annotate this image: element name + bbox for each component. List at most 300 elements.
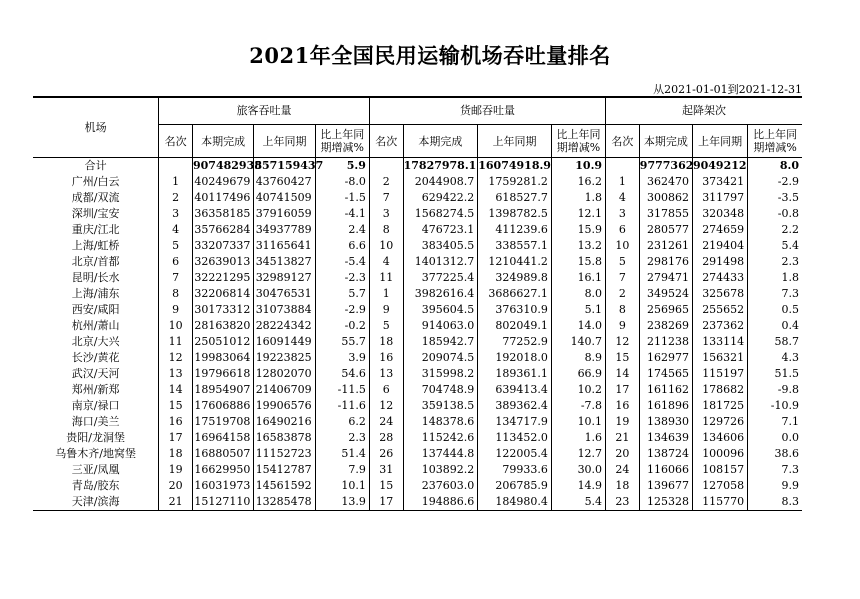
mov-growth: 2.2 — [748, 222, 802, 238]
cargo-rank: 15 — [369, 478, 403, 494]
airport-name: 北京/大兴 — [71, 335, 120, 348]
header-pax-growth: 比上年同期增减% — [315, 125, 369, 158]
cargo-last-year: 1210441.2 — [478, 254, 552, 270]
pax-rank: 16 — [159, 414, 193, 430]
cargo-growth: 1.6 — [551, 430, 605, 446]
cargo-rank: 3 — [369, 206, 403, 222]
mov-growth: -0.8 — [748, 206, 802, 222]
table-row — [33, 174, 802, 190]
mov-this-period: 211238 — [639, 334, 692, 350]
pax-last-year: 16490216 — [254, 414, 315, 430]
pax-this-period: 16629950 — [193, 462, 254, 478]
cargo-last-year: 1759281.2 — [478, 174, 552, 190]
pax-this-period: 16031973 — [193, 478, 254, 494]
pax-last-year: 15412787 — [254, 462, 315, 478]
pax-last-year: 14561592 — [254, 478, 315, 494]
total-mov: 9777362 — [639, 159, 694, 172]
mov-last-year: 320348 — [692, 206, 747, 222]
mov-last-year: 237362 — [692, 318, 747, 334]
pax-this-period: 19796618 — [193, 366, 254, 382]
pax-growth: 5.7 — [315, 286, 369, 302]
table-row — [33, 222, 802, 238]
airport-name: 天津/滨海 — [33, 494, 159, 511]
pax-last-year: 28224342 — [254, 318, 315, 334]
mov-growth: 58.7 — [748, 334, 802, 350]
airport-name: 广州/白云 — [71, 175, 120, 188]
mov-rank: 4 — [606, 190, 640, 206]
pax-last-year: 34513827 — [254, 254, 315, 270]
table-row — [33, 414, 802, 430]
header-cargo-growth: 比上年同期增减% — [551, 125, 605, 158]
cargo-this-period: 194886.6 — [403, 494, 478, 511]
mov-rank: 18 — [606, 478, 640, 494]
cargo-last-year: 411239.6 — [478, 222, 552, 238]
cargo-this-period: 629422.2 — [403, 190, 478, 206]
table-row — [33, 334, 802, 350]
mov-growth: 0.4 — [748, 318, 802, 334]
mov-this-period: 138724 — [639, 446, 692, 462]
mov-growth: -2.9 — [748, 174, 802, 190]
pax-rank: 12 — [159, 350, 193, 366]
total-label: 合计 — [84, 159, 107, 172]
mov-growth: 7.3 — [748, 462, 802, 478]
mov-growth: 0.0 — [748, 430, 802, 446]
pax-last-year: 31073884 — [254, 302, 315, 318]
mov-rank: 8 — [606, 302, 640, 318]
mov-this-period: 161162 — [639, 382, 692, 398]
table-row — [33, 286, 802, 302]
table-row — [33, 398, 802, 414]
header-mov-rank: 名次 — [606, 125, 640, 158]
pax-rank: 14 — [159, 382, 193, 398]
mov-rank: 1 — [606, 174, 640, 190]
cargo-rank: 24 — [369, 414, 403, 430]
pax-growth: -0.2 — [315, 318, 369, 334]
cargo-growth: 30.0 — [551, 462, 605, 478]
cargo-last-year: 79933.6 — [478, 462, 552, 478]
mov-this-period: 280577 — [639, 222, 692, 238]
header-pax-this-period: 本期完成 — [193, 125, 254, 158]
pax-growth: -2.9 — [315, 302, 369, 318]
pax-last-year: 30476531 — [254, 286, 315, 302]
pax-last-year: 16583878 — [254, 430, 315, 446]
mov-this-period: 134639 — [639, 430, 692, 446]
mov-this-period: 125328 — [639, 494, 692, 511]
total-mov-prev: 9049212 — [692, 159, 747, 172]
cargo-last-year: 77252.9 — [478, 334, 552, 350]
airport-name: 上海/虹桥 — [71, 239, 120, 252]
pax-growth: 54.6 — [315, 366, 369, 382]
pax-growth: -5.4 — [315, 254, 369, 270]
cargo-rank: 1 — [369, 286, 403, 302]
cargo-rank: 16 — [369, 350, 403, 366]
pax-last-year: 12802070 — [254, 366, 315, 382]
total-mov-growth: 8.0 — [748, 158, 802, 175]
mov-growth: 8.3 — [748, 494, 802, 511]
airport-name: 南京/禄口 — [71, 399, 120, 412]
cargo-growth: 15.9 — [551, 222, 605, 238]
mov-last-year: 134606 — [692, 430, 747, 446]
pax-growth: 2.3 — [315, 430, 369, 446]
mov-growth: 0.5 — [748, 302, 802, 318]
airport-name: 北京/首都 — [71, 255, 120, 268]
mov-this-period: 116066 — [639, 462, 692, 478]
header-cargo-rank: 名次 — [369, 125, 403, 158]
pax-this-period: 40249679 — [193, 174, 254, 190]
cargo-rank: 7 — [369, 190, 403, 206]
pax-growth: 7.9 — [315, 462, 369, 478]
airport-name: 杭州/萧山 — [71, 319, 120, 332]
mov-last-year: 325678 — [692, 286, 747, 302]
airport-name: 深圳/宝安 — [71, 207, 120, 220]
header-pax-last-year: 上年同期 — [254, 125, 315, 158]
pax-growth: -8.0 — [315, 174, 369, 190]
cargo-this-period: 315998.2 — [403, 366, 478, 382]
total-pax-prev: 857159437 — [254, 159, 324, 172]
airport-name: 郑州/新郑 — [71, 383, 120, 396]
cargo-rank: 17 — [369, 494, 403, 511]
mov-this-period: 317855 — [639, 206, 692, 222]
pax-growth: 6.6 — [315, 238, 369, 254]
mov-growth: 7.3 — [748, 286, 802, 302]
cargo-last-year: 389362.4 — [478, 398, 552, 414]
mov-growth: -10.9 — [748, 398, 802, 414]
header-mov-this-period: 本期完成 — [639, 125, 692, 158]
pax-last-year: 31165641 — [254, 238, 315, 254]
pax-rank: 20 — [159, 478, 193, 494]
pax-this-period: 32221295 — [193, 270, 254, 286]
mov-rank: 5 — [606, 254, 640, 270]
pax-this-period: 16964158 — [193, 430, 254, 446]
mov-rank: 9 — [606, 318, 640, 334]
airport-name: 西安/咸阳 — [71, 303, 120, 316]
airport-name: 海口/美兰 — [71, 415, 120, 428]
cargo-this-period: 209074.5 — [403, 350, 478, 366]
cargo-rank: 5 — [369, 318, 403, 334]
cargo-growth: 5.4 — [551, 494, 605, 511]
mov-last-year: 156321 — [692, 350, 747, 366]
mov-last-year: 127058 — [692, 478, 747, 494]
pax-growth: 6.2 — [315, 414, 369, 430]
pax-rank: 21 — [159, 494, 193, 511]
total-pax: 907482935 — [193, 159, 262, 172]
cargo-last-year: 3686627.1 — [478, 286, 552, 302]
pax-rank: 6 — [159, 254, 193, 270]
airport-name: 成都/双流 — [71, 191, 120, 204]
pax-last-year: 11152723 — [254, 446, 315, 462]
pax-rank: 7 — [159, 270, 193, 286]
airport-name: 青岛/胶东 — [71, 479, 120, 492]
date-range: 从2021-01-01到2021-12-31 — [653, 83, 802, 96]
pax-growth: -1.5 — [315, 190, 369, 206]
cargo-this-period: 148378.6 — [403, 414, 478, 430]
mov-rank: 24 — [606, 462, 640, 478]
cargo-growth: 14.9 — [551, 478, 605, 494]
cargo-rank: 10 — [369, 238, 403, 254]
header-movements-group: 起降架次 — [606, 97, 802, 125]
cargo-this-period: 377225.4 — [403, 270, 478, 286]
pax-this-period: 36358185 — [193, 206, 254, 222]
cargo-this-period: 115242.6 — [403, 430, 478, 446]
airport-name: 武汉/天河 — [71, 367, 120, 380]
cargo-this-period: 1401312.7 — [403, 254, 478, 270]
table-row — [33, 350, 802, 366]
cargo-growth: 8.0 — [551, 286, 605, 302]
mov-last-year: 115197 — [692, 366, 747, 382]
airport-name: 乌鲁木齐/地窝堡 — [55, 447, 136, 460]
pax-rank: 1 — [159, 174, 193, 190]
mov-last-year: 311797 — [692, 190, 747, 206]
cargo-growth: 10.1 — [551, 414, 605, 430]
pax-this-period: 32639013 — [193, 254, 254, 270]
mov-rank: 17 — [606, 382, 640, 398]
mov-this-period: 362470 — [639, 174, 692, 190]
pax-last-year: 19906576 — [254, 398, 315, 414]
cargo-last-year: 184980.4 — [478, 494, 552, 511]
pax-this-period: 17606886 — [193, 398, 254, 414]
cargo-rank: 9 — [369, 302, 403, 318]
cargo-last-year: 134717.9 — [478, 414, 552, 430]
mov-last-year: 274659 — [692, 222, 747, 238]
cargo-rank: 13 — [369, 366, 403, 382]
pax-growth: -2.3 — [315, 270, 369, 286]
header-mov-last-year: 上年同期 — [692, 125, 747, 158]
pax-growth: 10.1 — [315, 478, 369, 494]
mov-rank: 19 — [606, 414, 640, 430]
mov-rank: 12 — [606, 334, 640, 350]
header-mov-growth: 比上年同期增减% — [748, 125, 802, 158]
airport-name: 昆明/长水 — [71, 271, 120, 284]
pax-this-period: 28163820 — [193, 318, 254, 334]
pax-rank: 11 — [159, 334, 193, 350]
cargo-rank: 18 — [369, 334, 403, 350]
mov-rank: 21 — [606, 430, 640, 446]
mov-last-year: 115770 — [692, 494, 747, 511]
cargo-rank: 31 — [369, 462, 403, 478]
pax-growth: 2.4 — [315, 222, 369, 238]
cargo-last-year: 206785.9 — [478, 478, 552, 494]
cargo-growth: 12.1 — [551, 206, 605, 222]
mov-last-year: 219404 — [692, 238, 747, 254]
pax-rank: 2 — [159, 190, 193, 206]
pax-growth: 13.9 — [315, 494, 369, 511]
mov-this-period: 161896 — [639, 398, 692, 414]
table-row — [33, 270, 802, 286]
cargo-this-period: 359138.5 — [403, 398, 478, 414]
cargo-rank: 28 — [369, 430, 403, 446]
pax-this-period: 18954907 — [193, 382, 254, 398]
cargo-rank: 26 — [369, 446, 403, 462]
pax-this-period: 19983064 — [193, 350, 254, 366]
mov-growth: 2.3 — [748, 254, 802, 270]
pax-last-year: 21406709 — [254, 382, 315, 398]
mov-last-year: 133114 — [692, 334, 747, 350]
pax-rank: 4 — [159, 222, 193, 238]
table-row — [33, 462, 802, 478]
table-row — [33, 446, 802, 462]
table-row — [33, 366, 802, 382]
pax-rank: 18 — [159, 446, 193, 462]
mov-this-period: 298176 — [639, 254, 692, 270]
header-airport: 机场 — [33, 97, 159, 158]
pax-rank: 17 — [159, 430, 193, 446]
header-cargo-this-period: 本期完成 — [403, 125, 478, 158]
cargo-last-year: 802049.1 — [478, 318, 552, 334]
cargo-rank: 8 — [369, 222, 403, 238]
cargo-growth: 10.2 — [551, 382, 605, 398]
cargo-this-period: 185942.7 — [403, 334, 478, 350]
cargo-last-year: 192018.0 — [478, 350, 552, 366]
airport-name: 重庆/江北 — [71, 223, 120, 236]
mov-growth: 38.6 — [748, 446, 802, 462]
pax-last-year: 13285478 — [254, 494, 315, 511]
cargo-this-period: 103892.2 — [403, 462, 478, 478]
mov-this-period: 279471 — [639, 270, 692, 286]
cargo-growth: 15.8 — [551, 254, 605, 270]
pax-last-year: 19223825 — [254, 350, 315, 366]
mov-growth: 7.1 — [748, 414, 802, 430]
cargo-rank: 12 — [369, 398, 403, 414]
pax-this-period: 15127110 — [193, 494, 254, 511]
mov-last-year: 274433 — [692, 270, 747, 286]
airport-ranking-table — [33, 96, 802, 511]
pax-this-period: 16880507 — [193, 446, 254, 462]
pax-this-period: 30173312 — [193, 302, 254, 318]
pax-growth: -11.5 — [315, 382, 369, 398]
mov-growth: -3.5 — [748, 190, 802, 206]
mov-growth: -9.8 — [748, 382, 802, 398]
total-row — [33, 158, 802, 175]
mov-rank: 2 — [606, 286, 640, 302]
pax-rank: 3 — [159, 206, 193, 222]
pax-rank: 15 — [159, 398, 193, 414]
cargo-this-period: 383405.5 — [403, 238, 478, 254]
mov-growth: 9.9 — [748, 478, 802, 494]
cargo-last-year: 639413.4 — [478, 382, 552, 398]
cargo-this-period: 2044908.7 — [403, 174, 478, 190]
pax-rank: 8 — [159, 286, 193, 302]
mov-this-period: 238269 — [639, 318, 692, 334]
pax-growth: 51.4 — [315, 446, 369, 462]
table-row — [33, 254, 802, 270]
table-row — [33, 318, 802, 334]
cargo-growth: 16.2 — [551, 174, 605, 190]
table-row — [33, 302, 802, 318]
mov-growth: 5.4 — [748, 238, 802, 254]
mov-this-period: 162977 — [639, 350, 692, 366]
pax-rank: 19 — [159, 462, 193, 478]
cargo-this-period: 3982616.4 — [403, 286, 478, 302]
cargo-last-year: 324989.8 — [478, 270, 552, 286]
table-row — [33, 382, 802, 398]
cargo-last-year: 338557.1 — [478, 238, 552, 254]
pax-growth: -4.1 — [315, 206, 369, 222]
cargo-growth: 8.9 — [551, 350, 605, 366]
mov-rank: 14 — [606, 366, 640, 382]
mov-rank: 15 — [606, 350, 640, 366]
airport-name: 贵阳/龙洞堡 — [66, 431, 125, 444]
mov-this-period: 300862 — [639, 190, 692, 206]
mov-last-year: 178682 — [692, 382, 747, 398]
cargo-growth: -7.8 — [551, 398, 605, 414]
mov-this-period: 138930 — [639, 414, 692, 430]
mov-rank: 10 — [606, 238, 640, 254]
pax-this-period: 40117496 — [193, 190, 254, 206]
mov-this-period: 349524 — [639, 286, 692, 302]
cargo-this-period: 704748.9 — [403, 382, 478, 398]
cargo-growth: 14.0 — [551, 318, 605, 334]
pax-last-year: 34937789 — [254, 222, 315, 238]
pax-rank: 9 — [159, 302, 193, 318]
cargo-last-year: 122005.4 — [478, 446, 552, 462]
pax-this-period: 25051012 — [193, 334, 254, 350]
mov-growth: 4.3 — [748, 350, 802, 366]
cargo-rank: 4 — [369, 254, 403, 270]
cargo-growth: 12.7 — [551, 446, 605, 462]
table-row — [33, 206, 802, 222]
pax-growth: -11.6 — [315, 398, 369, 414]
cargo-last-year: 376310.9 — [478, 302, 552, 318]
pax-growth: 3.9 — [315, 350, 369, 366]
mov-this-period: 231261 — [639, 238, 692, 254]
page-title: 2021年全国民用运输机场吞吐量排名 — [249, 43, 611, 68]
pax-last-year: 43760427 — [254, 174, 315, 190]
mov-last-year: 108157 — [692, 462, 747, 478]
pax-growth: 55.7 — [315, 334, 369, 350]
airport-name: 三亚/凤凰 — [71, 463, 120, 476]
pax-this-period: 17519708 — [193, 414, 254, 430]
cargo-this-period: 476723.1 — [403, 222, 478, 238]
header-pax-rank: 名次 — [159, 125, 193, 158]
pax-last-year: 37916059 — [254, 206, 315, 222]
mov-last-year: 373421 — [692, 174, 747, 190]
mov-rank: 20 — [606, 446, 640, 462]
mov-last-year: 291498 — [692, 254, 747, 270]
pax-last-year: 16091449 — [254, 334, 315, 350]
cargo-growth: 5.1 — [551, 302, 605, 318]
mov-last-year: 181725 — [692, 398, 747, 414]
mov-rank: 16 — [606, 398, 640, 414]
cargo-growth: 140.7 — [551, 334, 605, 350]
cargo-growth: 1.8 — [551, 190, 605, 206]
cargo-last-year: 618527.7 — [478, 190, 552, 206]
total-cargo-growth: 10.9 — [551, 158, 605, 175]
airport-name: 上海/浦东 — [71, 287, 120, 300]
cargo-last-year: 113452.0 — [478, 430, 552, 446]
cargo-last-year: 1398782.5 — [478, 206, 552, 222]
mov-rank: 7 — [606, 270, 640, 286]
cargo-this-period: 395604.5 — [403, 302, 478, 318]
table-row — [33, 494, 802, 511]
total-cargo: 17827978.1 — [403, 159, 477, 172]
cargo-last-year: 189361.1 — [478, 366, 552, 382]
mov-this-period: 256965 — [639, 302, 692, 318]
cargo-rank: 11 — [369, 270, 403, 286]
mov-last-year: 255652 — [692, 302, 747, 318]
table-row — [33, 478, 802, 494]
pax-rank: 10 — [159, 318, 193, 334]
total-pax-growth: 5.9 — [315, 158, 369, 175]
cargo-this-period: 137444.8 — [403, 446, 478, 462]
cargo-growth: 13.2 — [551, 238, 605, 254]
total-cargo-prev: 16074918.9 — [478, 159, 551, 172]
cargo-this-period: 237603.0 — [403, 478, 478, 494]
cargo-growth: 66.9 — [551, 366, 605, 382]
pax-rank: 5 — [159, 238, 193, 254]
table-row — [33, 190, 802, 206]
mov-rank: 3 — [606, 206, 640, 222]
pax-last-year: 40741509 — [254, 190, 315, 206]
